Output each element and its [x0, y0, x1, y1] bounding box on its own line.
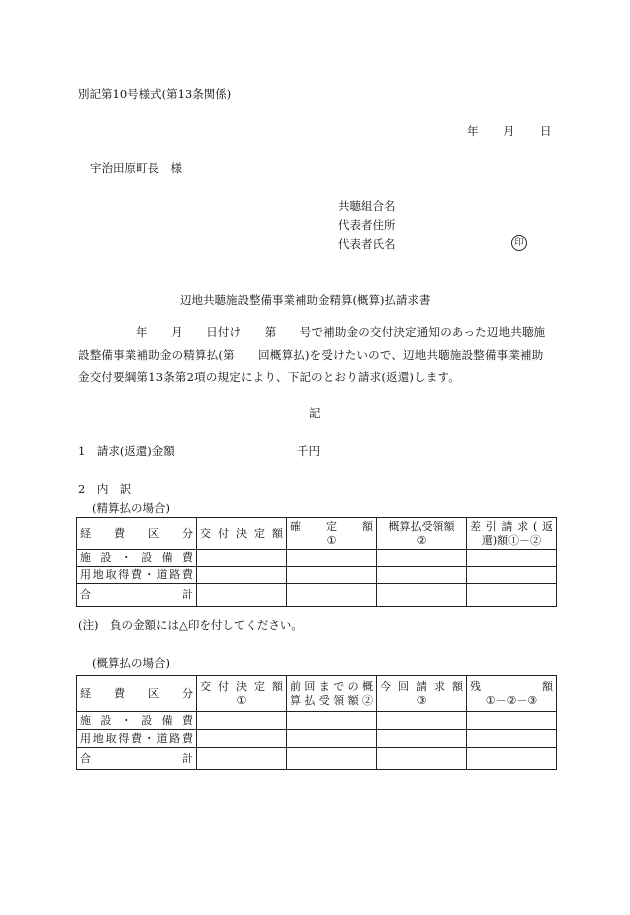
cell-input[interactable]	[377, 550, 467, 567]
header-grant-decision: 交付決定額	[200, 526, 283, 540]
advance-table	[76, 675, 557, 770]
note: (注) 負の金額には△印を付してください。	[78, 618, 303, 632]
union-name-label: 共聴組合名	[338, 199, 396, 213]
cell-input[interactable]	[467, 730, 557, 748]
table-row	[77, 584, 557, 607]
date-day: 日	[540, 124, 552, 138]
row-label-total: 合計	[80, 751, 193, 765]
cell-input[interactable]	[467, 567, 557, 584]
row-label-facility: 施設・設備費	[80, 551, 193, 564]
row-label-land-road: 用地取得費・道路費	[80, 731, 193, 745]
row-label-total: 合計	[80, 588, 193, 601]
header-current-request-num: ③	[416, 693, 427, 707]
cell-input[interactable]	[467, 550, 557, 567]
request-amount-unit: 千円	[297, 444, 320, 458]
table2-caption: (概算払の場合)	[92, 656, 170, 670]
form-id: 別記第10号様式(第13条関係)	[78, 87, 232, 101]
cell-input[interactable]	[197, 712, 287, 730]
cell-input[interactable]	[467, 584, 557, 607]
header-net-request-line1: 差引請求(返	[470, 519, 553, 533]
header-previous-advance-line1: 前回までの概	[290, 679, 373, 693]
cell-input[interactable]	[287, 550, 377, 567]
cell-input[interactable]	[377, 712, 467, 730]
rep-name-label: 代表者氏名	[338, 237, 396, 251]
document-title: 辺地共聴施設整備事業補助金精算(概算)払請求書	[180, 293, 431, 307]
header-grant-decision-num: ①	[236, 693, 247, 707]
cell-input[interactable]	[197, 730, 287, 748]
header-expense-category: 経費区分	[80, 526, 193, 540]
row-label-land-road: 用地取得費・道路費	[80, 568, 193, 581]
header-confirmed-amount-num: ①	[326, 533, 337, 547]
cell-input[interactable]	[377, 730, 467, 748]
header-remaining-formula: ①－②－③	[485, 693, 538, 707]
header-advance-received-num: ②	[416, 533, 427, 547]
cell-input[interactable]	[287, 567, 377, 584]
table1-caption: (精算払の場合)	[92, 501, 170, 515]
cell-input[interactable]	[287, 712, 377, 730]
seal-mark: 印	[511, 235, 527, 251]
table-row	[77, 748, 557, 770]
table-row	[77, 567, 557, 584]
rep-address-label: 代表者住所	[338, 218, 396, 232]
ki-mark: 記	[309, 406, 321, 420]
breakdown-label: 2 内 訳	[78, 482, 132, 496]
cell-input[interactable]	[197, 748, 287, 770]
cell-input[interactable]	[197, 584, 287, 607]
table-row	[77, 730, 557, 748]
header-expense-category: 経費区分	[80, 686, 193, 700]
header-grant-decision: 交付決定額	[200, 679, 283, 693]
body-line-2: 設整備事業補助金の精算払(第 回概算払)を受けたいので、辺地共聴施設整備事業補助	[78, 347, 544, 362]
request-amount-label: 1 請求(返還)金額	[78, 444, 175, 458]
cell-input[interactable]	[197, 567, 287, 584]
table-row	[77, 712, 557, 730]
header-net-request-line2: 還)額①－②	[481, 533, 542, 547]
body-line-1: 年 月 日付け 第 号で補助金の交付決定通知のあった辺地共聴施	[136, 325, 546, 339]
addressee: 宇治田原町長 様	[90, 161, 182, 175]
body-line-3: 金交付要綱第13条第2項の規定により、下記のとおり請求(返還)します。	[78, 370, 460, 384]
table-row	[77, 550, 557, 567]
cell-input[interactable]	[467, 712, 557, 730]
header-confirmed-amount: 確定額	[290, 519, 373, 533]
request-body	[78, 321, 558, 389]
table-header-row	[77, 518, 557, 550]
header-advance-received: 概算払受領額	[388, 519, 455, 533]
table-header-row	[77, 676, 557, 712]
cell-input[interactable]	[287, 748, 377, 770]
cell-input[interactable]	[287, 584, 377, 607]
cell-input[interactable]	[287, 730, 377, 748]
cell-input[interactable]	[197, 550, 287, 567]
header-previous-advance-line2: 算払受領額②	[290, 693, 373, 707]
cell-input[interactable]	[377, 584, 467, 607]
header-remaining: 残額	[470, 679, 553, 693]
cell-input[interactable]	[377, 567, 467, 584]
date-year: 年	[467, 124, 479, 138]
cell-input[interactable]	[467, 748, 557, 770]
settlement-table	[76, 517, 557, 607]
cell-input[interactable]	[377, 748, 467, 770]
date-month: 月	[503, 124, 515, 138]
header-current-request: 今回請求額	[380, 679, 463, 693]
row-label-facility: 施設・設備費	[80, 713, 193, 727]
